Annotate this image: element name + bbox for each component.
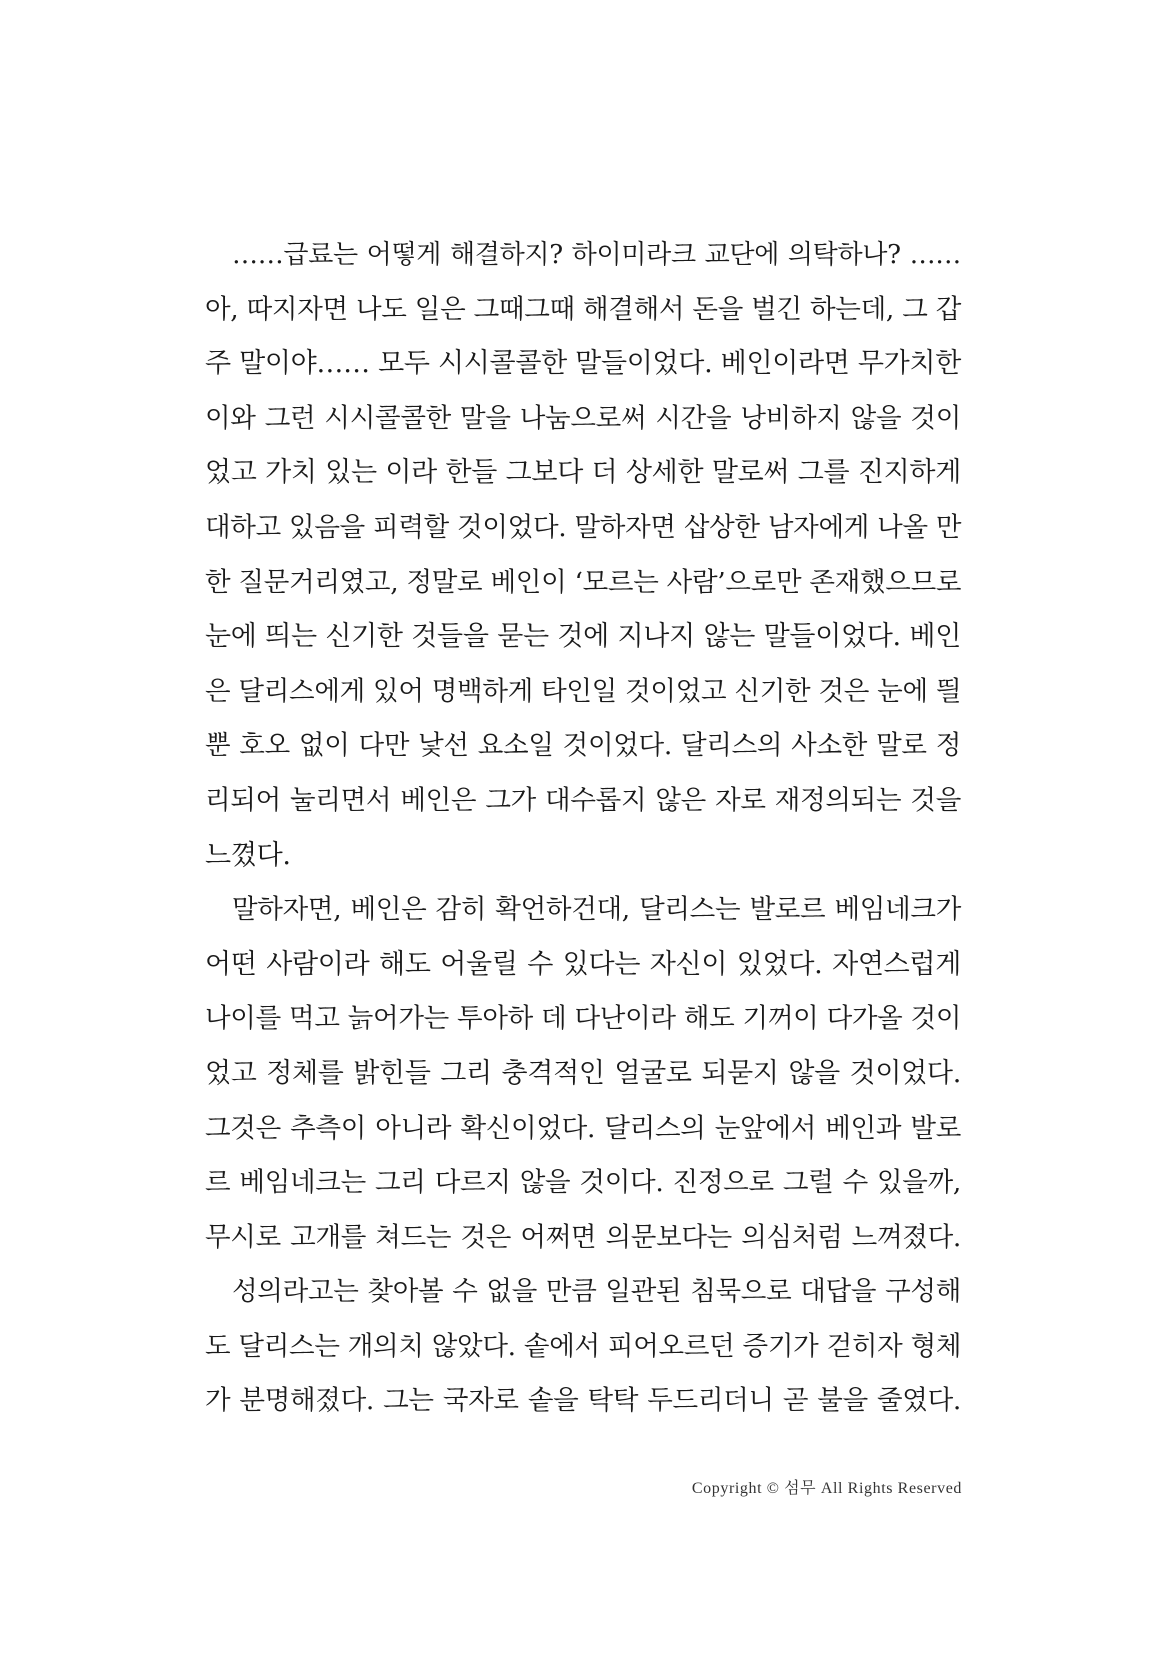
- text-line: 가 분명해졌다. 그는 국자로 솥을 탁탁 두드리더니 곧 불을 줄였다.: [205, 1385, 961, 1417]
- text-line: 그것은 추측이 아니라 확신이었다. 달리스의 눈앞에서 베인과 발로: [205, 1112, 961, 1144]
- text-line: 무시로 고개를 쳐드는 것은 어쩌면 의문보다는 의심처럼 느껴졌다.: [205, 1221, 961, 1253]
- text-line: 도 달리스는 개의치 않았다. 솥에서 피어오르던 증기가 걷히자 형체: [205, 1330, 962, 1362]
- text-line: 뿐 호오 없이 다만 낯선 요소일 것이었다. 달리스의 사소한 말로 정: [205, 730, 961, 762]
- paragraph-1: [205, 228, 961, 883]
- copyright-notice: Copyright © 섬무 All Rights Reserved: [691, 1480, 962, 1497]
- text-line: 대하고 있음을 피력할 것이었다. 말하자면 삽상한 남자에게 나올 만: [205, 511, 962, 543]
- paragraph-2: [205, 883, 961, 1265]
- paragraph-3: [205, 1265, 961, 1429]
- text-line: ……급료는 어떻게 해결하지? 하이미라크 교단에 의탁하나? ……: [232, 240, 961, 270]
- text-line: 어떤 사람이라 해도 어울릴 수 있다는 자신이 있었다. 자연스럽게: [205, 948, 961, 980]
- text-line: 었고 정체를 밝힌들 그리 충격적인 얼굴로 되묻지 않을 것이었다.: [205, 1057, 961, 1089]
- text-line: 이와 그런 시시콜콜한 말을 나눔으로써 시간을 낭비하지 않을 것이: [205, 402, 961, 434]
- text-line: 아, 따지자면 나도 일은 그때그때 해결해서 돈을 벌긴 하는데, 그 갑: [205, 293, 961, 325]
- text-line: 리되어 눌리면서 베인은 그가 대수롭지 않은 자로 재정의되는 것을: [205, 784, 961, 816]
- text-line: 한 질문거리였고, 정말로 베인이 ‘모르는 사람’으로만 존재했으므로: [205, 566, 962, 598]
- text-line: 성의라고는 찾아볼 수 없을 만큼 일관된 침묵으로 대답을 구성해: [232, 1276, 961, 1308]
- text-line: 었고 가치 있는 이라 한들 그보다 더 상세한 말로써 그를 진지하게: [205, 457, 961, 489]
- text-line: 말하자면, 베인은 감히 확언하건대, 달리스는 발로르 베임네크가: [232, 894, 961, 926]
- text-line: 르 베임네크는 그리 다르지 않을 것이다. 진정으로 그럴 수 있을까,: [205, 1167, 961, 1199]
- text-line: 주 말이야…… 모두 시시콜콜한 말들이었다. 베인이라면 무가치한: [205, 348, 961, 380]
- body-text: [205, 228, 961, 1429]
- text-line: 눈에 띄는 신기한 것들을 묻는 것에 지나지 않는 말들이었다. 베인: [205, 621, 961, 653]
- text-line: 은 달리스에게 있어 명백하게 타인일 것이었고 신기한 것은 눈에 띌: [205, 675, 962, 707]
- text-line: 나이를 먹고 늙어가는 투아하 데 다난이라 해도 기꺼이 다가올 것이: [205, 1003, 962, 1035]
- text-line: 느꼈다.: [205, 839, 291, 871]
